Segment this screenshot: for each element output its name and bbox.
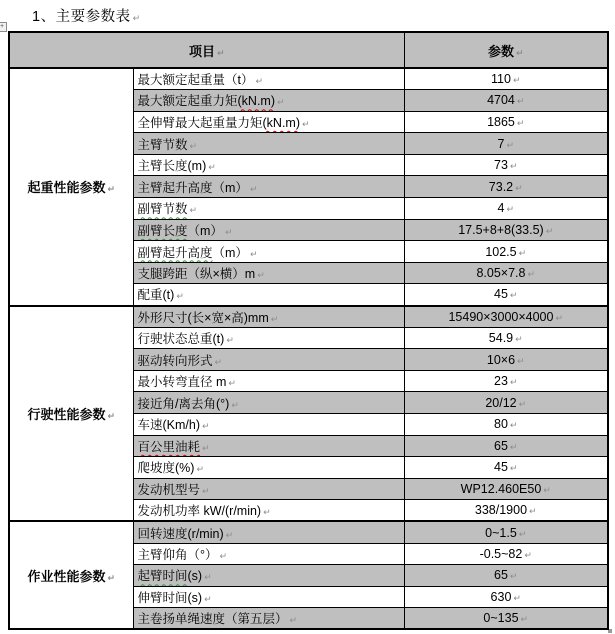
cell-end-mark-icon: ↵ bbox=[524, 550, 532, 561]
item-text: （m） bbox=[212, 245, 248, 260]
value-cell bbox=[404, 457, 608, 479]
item-text: 支腿跨距（纵×横）m bbox=[137, 267, 256, 282]
table-row bbox=[9, 68, 608, 90]
item-cell bbox=[133, 349, 404, 371]
value-cell bbox=[404, 154, 608, 176]
table-row bbox=[9, 306, 608, 328]
cell-end-mark-icon: ↵ bbox=[518, 399, 527, 410]
cell-end-mark-icon: ↵ bbox=[270, 314, 279, 325]
cell-end-mark-icon: ↵ bbox=[516, 97, 525, 108]
value-cell bbox=[404, 414, 608, 436]
paragraph-mark-icon: ↵ bbox=[132, 14, 141, 24]
item-text: 最大额定起重力矩 bbox=[137, 94, 238, 109]
cell-end-mark-icon: ↵ bbox=[509, 421, 518, 432]
cell-end-mark-icon: ↵ bbox=[517, 356, 525, 367]
item-text: 最小转弯直径 m bbox=[137, 375, 227, 390]
item-cell bbox=[133, 457, 404, 479]
item-text: 伸臂时间(s) bbox=[137, 591, 203, 606]
value-cell bbox=[404, 262, 608, 284]
cell-end-mark-icon: ↵ bbox=[515, 48, 524, 59]
value-text: 8.05×7.8 bbox=[476, 266, 526, 281]
cell-end-mark-icon: ↵ bbox=[543, 486, 551, 497]
item-text: 车速(Km/h) bbox=[137, 418, 201, 433]
cell-end-mark-icon: ↵ bbox=[216, 48, 225, 59]
cell-end-mark-icon: ↵ bbox=[515, 334, 523, 345]
grammar-squiggle-text: 副臂长度 bbox=[137, 223, 188, 238]
item-text: 驱动转向形式 bbox=[137, 353, 213, 368]
value-cell bbox=[404, 521, 608, 543]
value-text: 10×6 bbox=[486, 352, 516, 367]
parameters-table bbox=[8, 31, 609, 630]
cell-end-mark-icon: ↵ bbox=[226, 335, 234, 346]
cell-end-mark-icon: ↵ bbox=[509, 572, 518, 583]
section-label-0 bbox=[9, 68, 133, 306]
value-text: -0.5~82 bbox=[479, 546, 523, 561]
item-cell bbox=[133, 176, 404, 198]
value-text: 0~135 bbox=[483, 611, 519, 626]
value-text: 0~1.5 bbox=[485, 525, 517, 540]
item-text: 全伸臂最大起重量力矩 bbox=[137, 115, 263, 130]
section-label-text: 起重性能参数 bbox=[27, 180, 106, 196]
value-cell bbox=[404, 478, 608, 500]
item-text: 发动机功率 kW/(r/min) bbox=[137, 504, 262, 519]
cell-end-mark-icon: ↵ bbox=[515, 183, 523, 194]
cell-end-mark-icon: ↵ bbox=[202, 443, 210, 454]
item-cell bbox=[133, 608, 404, 630]
cell-end-mark-icon: ↵ bbox=[107, 412, 116, 422]
item-text: 发动机型号 bbox=[137, 483, 201, 498]
table-move-handle-icon[interactable]: + bbox=[0, 22, 7, 32]
cell-end-mark-icon: ↵ bbox=[257, 271, 265, 282]
value-text: 73 bbox=[494, 158, 508, 173]
value-cell bbox=[404, 111, 608, 133]
item-cell bbox=[133, 198, 404, 220]
value-cell bbox=[404, 586, 608, 608]
cell-end-mark-icon: ↵ bbox=[527, 270, 536, 281]
value-text: 65 bbox=[494, 438, 508, 453]
item-cell bbox=[133, 68, 404, 90]
value-text: 7 bbox=[497, 136, 505, 151]
item-text: 接近角/离去角(°) bbox=[137, 396, 230, 411]
cell-end-mark-icon: ↵ bbox=[202, 487, 210, 498]
value-text: 102.5 bbox=[485, 244, 517, 259]
value-cell bbox=[404, 284, 608, 306]
section-label-text: 行驶性能参数 bbox=[27, 407, 106, 422]
value-text: 20/12 bbox=[485, 395, 517, 410]
value-text: 45 bbox=[494, 287, 508, 302]
header-param-label: 参数 bbox=[487, 43, 514, 59]
cell-end-mark-icon: ↵ bbox=[225, 530, 234, 541]
cell-end-mark-icon: ↵ bbox=[107, 573, 116, 584]
item-cell bbox=[133, 262, 404, 284]
item-cell bbox=[133, 435, 404, 457]
cell-end-mark-icon: ↵ bbox=[516, 118, 525, 129]
cell-end-mark-icon: ↵ bbox=[529, 507, 537, 518]
item-cell bbox=[133, 500, 404, 522]
item-text: 最大额定起重量（t） bbox=[137, 73, 254, 88]
cell-end-mark-icon: ↵ bbox=[249, 249, 258, 260]
cell-end-mark-icon: ↵ bbox=[513, 594, 521, 605]
value-cell bbox=[404, 565, 608, 587]
value-text: 4704 bbox=[487, 93, 515, 108]
cell-end-mark-icon: ↵ bbox=[107, 185, 116, 196]
cell-end-mark-icon: ↵ bbox=[249, 184, 258, 195]
cell-end-mark-icon: ↵ bbox=[255, 77, 264, 88]
item-text: 爬坡度(%) bbox=[137, 461, 195, 476]
cell-end-mark-icon: ↵ bbox=[509, 378, 518, 389]
value-text: 45 bbox=[494, 460, 508, 475]
value-cell bbox=[404, 198, 608, 220]
value-cell bbox=[404, 543, 608, 565]
value-text: 338/1900 bbox=[474, 503, 528, 518]
cell-end-mark-icon: ↵ bbox=[224, 227, 233, 238]
item-text: 配重(t) bbox=[137, 288, 175, 303]
header-item-label: 项目 bbox=[188, 43, 215, 59]
cell-end-mark-icon: ↵ bbox=[289, 616, 298, 627]
item-cell bbox=[133, 586, 404, 608]
value-text: 80 bbox=[494, 417, 508, 432]
item-cell bbox=[133, 284, 404, 306]
item-cell bbox=[133, 111, 404, 133]
item-cell bbox=[133, 478, 404, 500]
item-cell bbox=[133, 219, 404, 241]
item-text: 主臂仰角（°） bbox=[137, 547, 218, 562]
item-cell bbox=[133, 327, 404, 349]
page-title-text: 1、主要参数表 bbox=[32, 9, 131, 25]
value-text: 65 bbox=[494, 568, 508, 583]
cell-end-mark-icon: ↵ bbox=[189, 206, 198, 217]
cell-end-mark-icon: ↵ bbox=[509, 442, 518, 453]
item-text: 主臂长度(m) bbox=[137, 159, 207, 174]
item-text: (s) bbox=[187, 569, 203, 584]
header-cell-item bbox=[9, 32, 404, 68]
spellcheck-squiggle-text: (kN.m) bbox=[262, 115, 301, 130]
item-cell bbox=[133, 521, 404, 543]
cell-end-mark-icon: ↵ bbox=[509, 464, 518, 475]
cell-end-mark-icon: ↵ bbox=[196, 465, 204, 476]
item-cell bbox=[133, 90, 404, 112]
item-cell bbox=[133, 306, 404, 328]
cell-end-mark-icon: ↵ bbox=[231, 400, 239, 411]
value-text: 23 bbox=[494, 374, 508, 389]
item-text: 主臂节数 bbox=[137, 137, 188, 152]
value-cell bbox=[404, 327, 608, 349]
item-cell bbox=[133, 543, 404, 565]
value-cell bbox=[404, 500, 608, 522]
value-cell bbox=[404, 68, 608, 90]
spellcheck-squiggle-text: 百公里油耗 bbox=[137, 439, 201, 454]
item-cell bbox=[133, 370, 404, 392]
table-body bbox=[9, 68, 608, 629]
value-text: 73.2 bbox=[488, 179, 514, 194]
value-cell bbox=[404, 392, 608, 414]
cell-end-mark-icon: ↵ bbox=[518, 529, 527, 540]
item-text: 行驶状态总重(t) bbox=[137, 331, 225, 346]
cell-end-mark-icon: ↵ bbox=[509, 162, 518, 173]
section-label-text: 作业性能参数 bbox=[27, 568, 106, 584]
cell-end-mark-icon: ↵ bbox=[202, 422, 210, 433]
grammar-squiggle-text: 副臂起升高度 bbox=[137, 245, 213, 260]
item-cell bbox=[133, 241, 404, 263]
cell-end-mark-icon: ↵ bbox=[555, 313, 564, 324]
cell-end-mark-icon: ↵ bbox=[219, 551, 228, 562]
value-text: 15490×3000×4000 bbox=[448, 309, 554, 324]
value-text: 54.9 bbox=[488, 330, 514, 345]
item-cell bbox=[133, 392, 404, 414]
cell-end-mark-icon: ↵ bbox=[228, 379, 236, 390]
grammar-squiggle-text: 副臂节数 bbox=[137, 202, 188, 217]
cell-end-mark-icon: ↵ bbox=[509, 291, 518, 302]
cell-end-mark-icon: ↵ bbox=[512, 76, 521, 87]
cell-end-mark-icon: ↵ bbox=[506, 205, 514, 216]
cell-end-mark-icon: ↵ bbox=[506, 140, 514, 151]
cell-end-mark-icon: ↵ bbox=[518, 248, 527, 259]
cell-end-mark-icon: ↵ bbox=[545, 226, 554, 237]
table-header-row bbox=[9, 32, 608, 68]
value-cell bbox=[404, 133, 608, 155]
value-text: 110 bbox=[491, 72, 511, 87]
value-text: 17.5+8+8(33.5) bbox=[458, 222, 544, 237]
section-label-1 bbox=[9, 306, 133, 522]
section-label-2 bbox=[9, 521, 133, 629]
item-text: 外形尺寸(长×宽×高)mm bbox=[137, 310, 269, 325]
item-text: 主臂起升高度（m） bbox=[137, 180, 248, 195]
cell-end-mark-icon: ↵ bbox=[208, 163, 216, 174]
cell-end-mark-icon: ↵ bbox=[204, 595, 212, 606]
header-cell-param bbox=[404, 32, 608, 68]
item-text: 回转速度(r/min) bbox=[137, 526, 224, 541]
item-cell bbox=[133, 154, 404, 176]
cell-end-mark-icon: ↵ bbox=[263, 508, 271, 519]
value-text: WP12.460E50 bbox=[460, 482, 542, 497]
value-cell bbox=[404, 349, 608, 371]
value-cell bbox=[404, 219, 608, 241]
cell-end-mark-icon: ↵ bbox=[176, 292, 184, 303]
value-text: 1865 bbox=[487, 114, 515, 129]
value-cell bbox=[404, 306, 608, 328]
value-cell bbox=[404, 608, 608, 630]
item-cell bbox=[133, 565, 404, 587]
grammar-squiggle-text: 起臂时间 bbox=[137, 569, 188, 584]
value-text: 4 bbox=[497, 201, 505, 216]
value-text: 630 bbox=[490, 590, 512, 605]
item-text: （m） bbox=[187, 223, 223, 238]
table-row bbox=[9, 521, 608, 543]
spellcheck-squiggle-text: (kN.m) bbox=[237, 94, 276, 109]
value-cell bbox=[404, 435, 608, 457]
value-cell bbox=[404, 176, 608, 198]
cell-end-mark-icon: ↵ bbox=[277, 98, 285, 109]
value-cell bbox=[404, 241, 608, 263]
item-cell bbox=[133, 414, 404, 436]
item-cell bbox=[133, 133, 404, 155]
cell-end-mark-icon: ↵ bbox=[520, 615, 529, 626]
page-title bbox=[32, 5, 141, 26]
cell-end-mark-icon: ↵ bbox=[189, 141, 198, 152]
item-text: 主卷扬单绳速度（第五层） bbox=[137, 612, 288, 627]
cell-end-mark-icon: ↵ bbox=[302, 119, 310, 130]
value-cell bbox=[404, 90, 608, 112]
cell-end-mark-icon: ↵ bbox=[214, 357, 223, 368]
value-cell bbox=[404, 370, 608, 392]
cell-end-mark-icon: ↵ bbox=[204, 573, 212, 584]
